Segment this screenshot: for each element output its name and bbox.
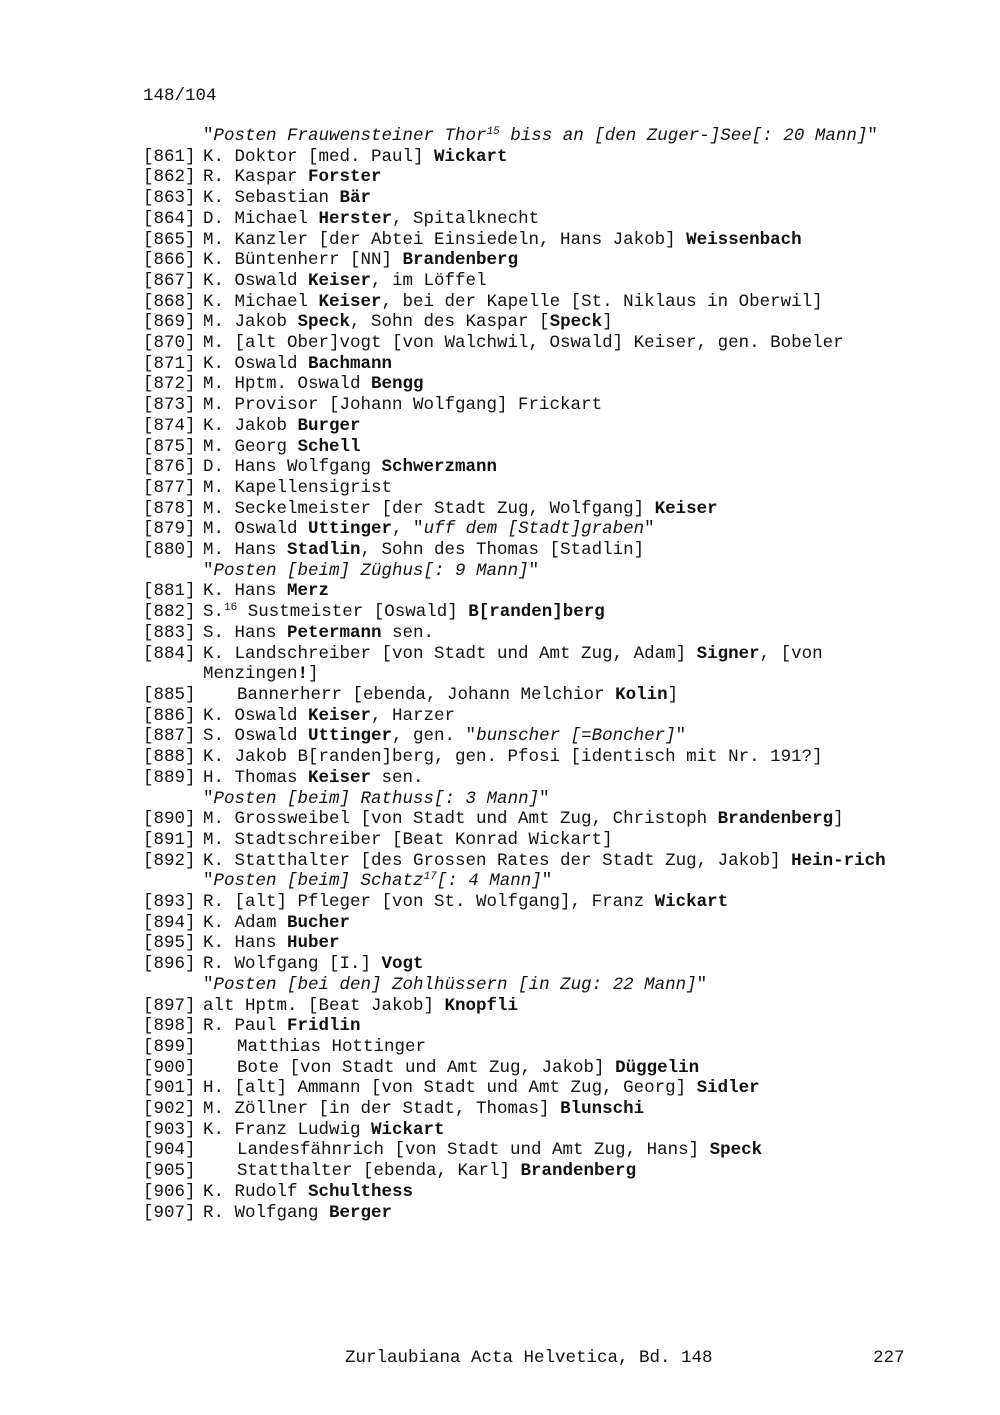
entry-prefix: M. Kanzler [der Abtei Einsiedeln, Hans Jakob] (203, 229, 687, 250)
entry-prefix: alt Hptm. [Beat Jakob] (203, 995, 445, 1016)
entry-number: [890] (143, 809, 196, 830)
entry-row (143, 312, 903, 333)
entry-row (143, 685, 903, 706)
entry-text (203, 1037, 903, 1058)
surname: Burger (297, 415, 361, 436)
entry-suffix: sen. (381, 622, 435, 643)
entry-suffix-cont: " (675, 726, 687, 747)
footer-journal-title: Zurlaubiana Acta Helvetica, Bd. 148 (345, 1348, 713, 1368)
entry-text (203, 1161, 903, 1182)
entry-number: [900] (143, 1057, 196, 1078)
entry-text (203, 1203, 903, 1224)
entry-row (143, 851, 903, 872)
entry-number: [881] (143, 581, 196, 602)
entry-suffix: , gen. " (392, 726, 477, 747)
entry-prefix: K. Doktor [med. Paul] (203, 146, 435, 167)
entry-row (143, 1099, 903, 1120)
entry-text (203, 395, 903, 416)
entry-prefix: R. Kaspar (203, 167, 309, 188)
surname: Herster (318, 208, 393, 229)
entry-list (143, 126, 903, 1223)
surname: Bachmann (308, 353, 393, 374)
entry-row (143, 1203, 903, 1224)
surname: Wickart (654, 892, 729, 913)
quote-mark: " (867, 126, 878, 146)
entry-row (143, 271, 903, 292)
entry-number: [864] (143, 208, 196, 229)
entry-number: [891] (143, 829, 196, 850)
surname: Keiser (308, 767, 372, 788)
entry-text (203, 209, 903, 230)
entry-number: [903] (143, 1119, 196, 1140)
entry-number: [877] (143, 477, 196, 498)
entry-row (143, 292, 903, 313)
surname: Speck (709, 1140, 763, 1161)
entry-row (143, 416, 903, 437)
entry-number: [873] (143, 395, 196, 416)
entry-row (143, 374, 903, 395)
footer-page-number: 227 (873, 1348, 905, 1368)
surname: Fridlin (287, 1016, 361, 1037)
entry-text (203, 167, 903, 188)
entry-prefix: K. Michael (203, 291, 319, 312)
entry-text (203, 188, 903, 209)
entry-row (143, 1182, 903, 1203)
entry-suffix: , Sohn des Kaspar [ (350, 312, 550, 333)
entry-row (143, 809, 903, 830)
entry-prefix: M. [alt Ober]vogt [von Walchwil, Oswald] Keiser, gen. Bobeler (203, 333, 844, 354)
entry-suffix: ] (833, 809, 844, 830)
entry-text (203, 1058, 903, 1079)
surname: Huber (287, 933, 340, 954)
heading-text: Posten Frauwensteiner Thor (213, 126, 487, 146)
quote-mark: " (541, 871, 553, 892)
entry-prefix: K. Franz Ludwig (203, 1119, 372, 1140)
surname: Knopfli (444, 995, 519, 1016)
entry-text (203, 581, 903, 602)
entry-row (143, 1078, 903, 1099)
entry-text (203, 830, 903, 851)
entry-row (143, 954, 903, 975)
entry-row (143, 933, 903, 954)
entry-text (203, 892, 903, 913)
entry-row (143, 768, 903, 789)
entry-number: [866] (143, 250, 196, 271)
entry-prefix: K. Oswald (203, 705, 309, 726)
entry-number: [893] (143, 892, 196, 913)
heading-text: Posten [beim] Schatz (213, 871, 424, 892)
entry-text (203, 457, 903, 478)
section-heading (143, 561, 903, 582)
entry-number: [862] (143, 167, 196, 188)
entry-prefix: M. Hans (203, 540, 288, 561)
entry-row (143, 188, 903, 209)
entry-prefix: D. Hans Wolfgang (203, 457, 382, 478)
surname: Bär (339, 188, 372, 209)
surname: Brandenberg (520, 1161, 637, 1182)
surname: Weissenbach (686, 229, 802, 250)
entry-prefix: R. Wolfgang (203, 1202, 330, 1223)
entry-text (203, 1182, 903, 1203)
entry-number: [889] (143, 767, 196, 788)
entry-text (203, 685, 903, 706)
entry-number: [865] (143, 229, 196, 250)
surname: Kolin (615, 684, 668, 705)
entry-prefix: M. Oswald (203, 519, 309, 540)
entry-number: [892] (143, 850, 196, 871)
entry-prefix: K. Jakob (203, 415, 298, 436)
surname: Blunschi (560, 1099, 645, 1120)
entry-prefix: M. Stadtschreiber [Beat Konrad Wickart] (203, 829, 613, 850)
entry-suffix: , " (392, 519, 424, 540)
entry-number: [887] (143, 726, 196, 747)
surname: Uttinger (308, 726, 393, 747)
entry-row (143, 354, 903, 375)
entry-row (143, 830, 903, 851)
entry-suffix: , bei der Kapelle [St. Niklaus in Oberwil] (381, 291, 823, 312)
surname: Keiser (308, 270, 372, 291)
entry-row (143, 623, 903, 644)
quote-mark: " (203, 974, 214, 995)
entry-suffix: ] (667, 684, 679, 705)
entry-row (143, 892, 903, 913)
entry-number: [875] (143, 436, 196, 457)
entry-text (203, 230, 903, 251)
entry-row (143, 519, 903, 540)
entry-number: [868] (143, 291, 196, 312)
entry-prefix: K. Hans (203, 581, 288, 602)
entry-number: [878] (143, 498, 196, 519)
entry-prefix: Bannerherr [ebenda, Johann Melchior (237, 684, 616, 705)
footnote-ref: 17 (423, 871, 437, 884)
heading-text: Posten [bei den] Zohlhüssern [in Zug: 22 Mann] (213, 974, 697, 995)
entry-number: [885] (143, 684, 196, 705)
entry-prefix: K. Hans (203, 933, 288, 954)
entry-text (203, 706, 903, 727)
entry-prefix: K. Sebastian (203, 188, 340, 209)
entry-number: [888] (143, 747, 196, 768)
footnote-ref: 15 (486, 126, 500, 138)
entry-suffix-cont: " (644, 519, 655, 540)
surname: Bucher (287, 912, 351, 933)
entry-text (203, 1016, 903, 1037)
entry-number: [871] (143, 353, 196, 374)
entry-number: [883] (143, 622, 196, 643)
surname: Vogt (381, 954, 424, 975)
entry-prefix: S. Hans (203, 622, 288, 643)
entry-text (203, 996, 903, 1017)
entry-number: [874] (143, 415, 196, 436)
quoted-nickname: bunscher [=Boncher] (476, 726, 676, 747)
entry-suffix: , [von Menzingen (203, 643, 823, 685)
surname: Schell (297, 436, 361, 457)
entry-number: [894] (143, 912, 196, 933)
heading-text: Posten [beim] Rathuss[: 3 Mann] (213, 788, 540, 809)
entry-text (203, 1078, 903, 1099)
entry-number: [905] (143, 1161, 196, 1182)
section-heading (143, 871, 903, 892)
entry-prefix: S. Oswald (203, 726, 309, 747)
entry-suffix-cont: ] (602, 312, 613, 333)
surname: B[randen]berg (468, 602, 605, 623)
entry-prefix: K. Rudolf (203, 1181, 309, 1202)
entry-suffix: , Sohn des Thomas [Stadlin] (360, 540, 645, 561)
entry-number: [869] (143, 312, 196, 333)
entry-text (203, 913, 903, 934)
quote-mark: " (696, 974, 708, 995)
entry-text (203, 851, 903, 872)
entry-prefix: M. Grossweibel [von Stadt und Amt Zug, Christoph (203, 809, 718, 830)
entry-text (203, 809, 903, 830)
entry-prefix: S. (203, 602, 225, 623)
entry-row (143, 644, 903, 685)
entry-prefix: Matthias Hottinger (237, 1036, 427, 1057)
entry-prefix: H. [alt] Ammann [von Stadt und Amt Zug, Georg] (203, 1078, 697, 1099)
entry-number: [896] (143, 954, 196, 975)
surname: Brandenberg (717, 809, 834, 830)
entry-number: [872] (143, 374, 196, 395)
entry-prefix: M. Provisor [Johann Wolfgang] Frickart (203, 395, 603, 416)
entry-suffix: , Harzer (371, 705, 456, 726)
entry-prefix: K. Landschreiber [von Stadt und Amt Zug, Adam] (203, 643, 697, 664)
entry-text (203, 933, 903, 954)
entry-text (203, 416, 903, 437)
entry-number: [895] (143, 933, 196, 954)
entry-number: [902] (143, 1099, 196, 1120)
entry-number: [904] (143, 1140, 196, 1161)
entry-text (203, 147, 903, 168)
surname: Signer (696, 643, 760, 664)
entry-prefix: M. Seckelmeister [der Stadt Zug, Wolfgang] (203, 498, 655, 519)
surname: Stadlin (287, 540, 361, 561)
quote-mark: " (203, 788, 214, 809)
quote-mark: " (203, 560, 214, 581)
section-heading (143, 126, 903, 147)
entry-text (203, 540, 903, 561)
entry-text (203, 1140, 903, 1161)
surname: Sidler (696, 1078, 760, 1099)
entry-text (203, 478, 903, 499)
entry-text (203, 726, 903, 747)
entry-row (143, 1058, 903, 1079)
surname: Uttinger (308, 519, 393, 540)
entry-prefix: K. Oswald (203, 353, 309, 374)
entry-row (143, 581, 903, 602)
entry-row (143, 1140, 903, 1161)
entry-number: [907] (143, 1202, 196, 1223)
entry-row (143, 747, 903, 768)
entry-row (143, 230, 903, 251)
entry-row (143, 499, 903, 520)
entry-row (143, 540, 903, 561)
surname: Merz (287, 581, 330, 602)
entry-number: [861] (143, 146, 196, 167)
surname: Speck (297, 312, 351, 333)
entry-text (203, 437, 903, 458)
entry-prefix: M. Georg (203, 436, 298, 457)
entry-row (143, 913, 903, 934)
quote-mark: " (203, 126, 214, 146)
entry-prefix: M. Hptm. Oswald (203, 374, 372, 395)
entry-row (143, 437, 903, 458)
entry-suffix: sen. (371, 767, 424, 788)
surname: Keiser (318, 291, 382, 312)
entry-prefix: M. Zöllner [in der Stadt, Thomas] (203, 1099, 561, 1120)
entry-prefix: K. Adam (203, 912, 288, 933)
surname: Brandenberg (402, 250, 519, 271)
entry-row (143, 457, 903, 478)
entry-suffix-cont: ] (308, 664, 319, 685)
surname: Hein-rich (791, 850, 886, 871)
quote-mark: " (528, 560, 540, 581)
surname: Forster (308, 167, 382, 188)
surname: Schwerzmann (381, 457, 498, 478)
section-heading (143, 789, 903, 810)
entry-text (203, 374, 903, 395)
entry-row (143, 602, 903, 623)
entry-prefix: K. Statthalter [des Grossen Rates der Stadt Zug, Jakob] (203, 850, 792, 871)
entry-number: [901] (143, 1078, 196, 1099)
entry-text (203, 1099, 903, 1120)
entry-prefix: K. Jakob B[randen]berg, gen. Pfosi [identisch mit Nr. 191?] (203, 747, 823, 768)
entry-row (143, 726, 903, 747)
entry-number: [884] (143, 643, 196, 664)
entry-row (143, 333, 903, 354)
entry-text (203, 250, 903, 271)
quoted-nickname: uff dem [Stadt]graben (423, 519, 645, 540)
entry-text (203, 623, 903, 644)
surname: Düggelin (615, 1057, 700, 1078)
quote-mark: " (539, 788, 550, 809)
entry-number: [880] (143, 540, 196, 561)
entry-suffix: , im Löffel (371, 270, 487, 291)
entry-text (203, 519, 903, 540)
surname: Speck (549, 312, 603, 333)
entry-prefix: M. Kapellensigrist (203, 477, 393, 498)
entry-prefix: R. Paul (203, 1016, 288, 1037)
entry-prefix-cont: Sustmeister [Oswald] (237, 602, 469, 623)
entry-prefix: Landesfähnrich [von Stadt und Amt Zug, Hans] (237, 1140, 710, 1161)
entry-number: [886] (143, 705, 196, 726)
footnote-ref: 16 (224, 602, 238, 615)
page-reference: 148/104 (143, 86, 217, 106)
surname: Keiser (654, 498, 718, 519)
entry-text (203, 747, 903, 768)
entry-text (203, 602, 903, 623)
entry-number: [876] (143, 457, 196, 478)
entry-text (203, 292, 903, 313)
section-heading (143, 975, 903, 996)
entry-prefix: K. Oswald (203, 270, 309, 291)
quote-mark: " (203, 871, 214, 892)
entry-text (203, 499, 903, 520)
entry-row (143, 706, 903, 727)
surname: Schulthess (308, 1181, 414, 1202)
entry-number: [897] (143, 995, 196, 1016)
entry-prefix: K. Büntenherr [NN] (203, 250, 403, 271)
entry-row (143, 167, 903, 188)
entry-prefix: D. Michael (203, 208, 319, 229)
surname: ! (297, 664, 309, 685)
entry-prefix: R. Wolfgang [I.] (203, 954, 382, 975)
entry-prefix: H. Thomas (203, 767, 309, 788)
entry-prefix: M. Jakob (203, 312, 298, 333)
entry-row (143, 1161, 903, 1182)
surname: Petermann (287, 622, 382, 643)
entry-prefix: Bote [von Stadt und Amt Zug, Jakob] (237, 1057, 616, 1078)
entry-row (143, 395, 903, 416)
entry-number: [867] (143, 270, 196, 291)
surname: Keiser (308, 705, 372, 726)
entry-text (203, 1120, 903, 1141)
entry-row (143, 996, 903, 1017)
entry-text (203, 333, 903, 354)
surname: Wickart (371, 1119, 445, 1140)
entry-prefix: Statthalter [ebenda, Karl] (237, 1161, 521, 1182)
entry-row (143, 1016, 903, 1037)
entry-text (203, 954, 903, 975)
entry-number: [898] (143, 1016, 196, 1037)
entry-text (203, 768, 903, 789)
heading-text-cont: [: 4 Mann] (436, 871, 542, 892)
entry-row (143, 209, 903, 230)
entry-number: [870] (143, 333, 196, 354)
entry-number: [899] (143, 1036, 196, 1057)
entry-text (203, 644, 903, 685)
entry-prefix: R. [alt] Pfleger [von St. Wolfgang], Franz (203, 892, 655, 913)
entry-text (203, 354, 903, 375)
entry-number: [906] (143, 1181, 196, 1202)
heading-text: Posten [beim] Züghus[: 9 Mann] (213, 560, 529, 581)
entry-text (203, 271, 903, 292)
entry-row (143, 478, 903, 499)
entry-row (143, 1037, 903, 1058)
surname: Bengg (371, 374, 424, 395)
entry-row (143, 147, 903, 168)
entry-number: [879] (143, 519, 196, 540)
surname: Berger (329, 1202, 393, 1223)
entry-number: [863] (143, 188, 196, 209)
entry-row (143, 1120, 903, 1141)
heading-text-cont: biss an [den Zuger-]See[: 20 Mann] (499, 126, 868, 146)
entry-suffix: , Spitalknecht (392, 208, 540, 229)
entry-number: [882] (143, 602, 196, 623)
surname: Wickart (434, 146, 508, 167)
entry-text (203, 312, 903, 333)
entry-row (143, 250, 903, 271)
